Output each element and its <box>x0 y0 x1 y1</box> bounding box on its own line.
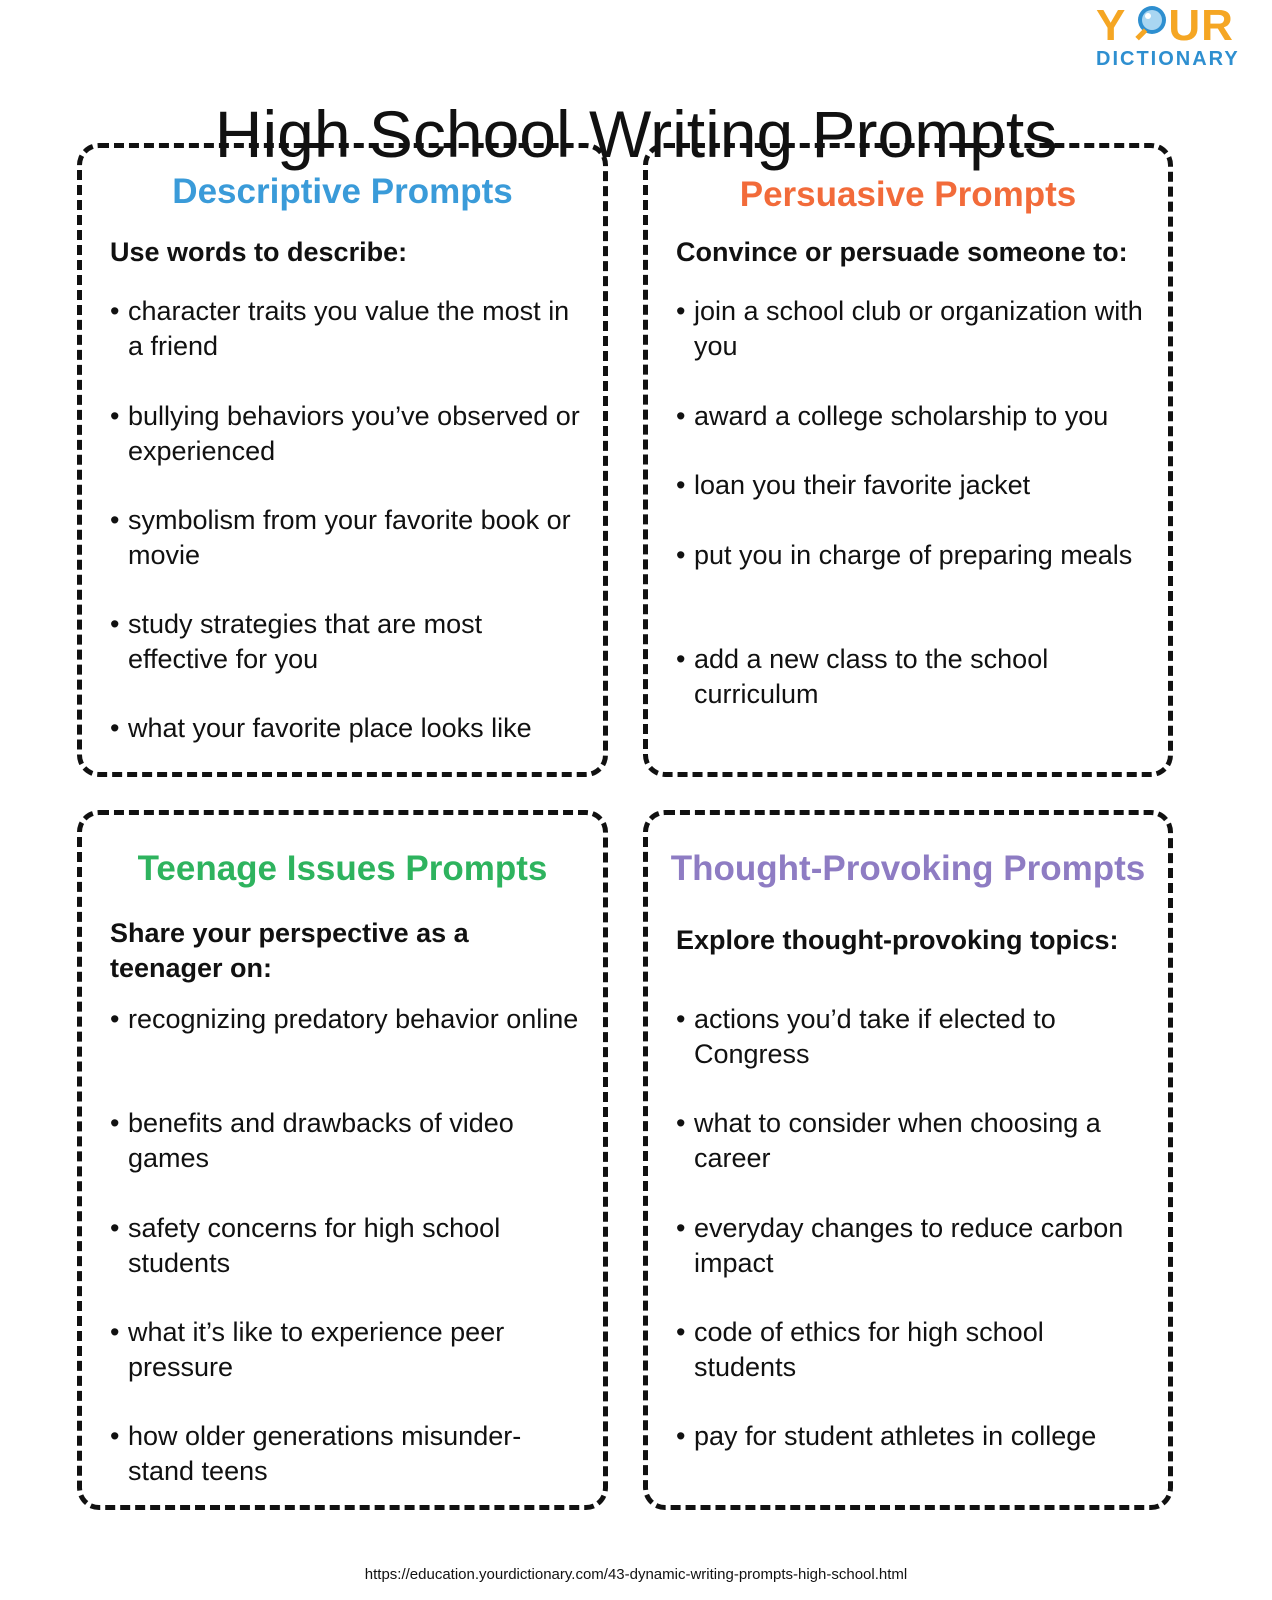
list-item: • pay for student athletes in college <box>676 1419 1146 1454</box>
card-descriptive <box>77 143 608 777</box>
card-thought-provoking <box>643 810 1173 1510</box>
list-item: • put you in charge of preparing meals <box>676 538 1156 573</box>
list-item: • everyday changes to reduce carbon impact <box>676 1211 1146 1281</box>
card-intro: Share your perspective as a teenager on: <box>110 918 469 983</box>
list-item: • recognizing predatory behavior online <box>110 1002 580 1037</box>
magnifier-icon <box>1132 2 1172 42</box>
list-item: • what it’s like to experience peer pressure <box>110 1315 580 1385</box>
card-intro: Explore thought-provoking topics: <box>676 925 1119 955</box>
list-item: • add a new class to the school curriculum <box>676 642 1156 712</box>
card-intro: Use words to describe: <box>110 237 408 267</box>
card-intro: Convince or persuade someone to: <box>676 237 1128 267</box>
logo-letters-ur: UR <box>1168 1 1234 50</box>
card-title: Descriptive Prompts <box>172 172 513 211</box>
list-item: • what your favorite place looks like <box>110 711 580 746</box>
yourdictionary-logo <box>1092 0 1252 80</box>
page-title: High School Writing Prompts <box>214 97 1058 172</box>
list-item: • character traits you value the most in a friend <box>110 294 580 364</box>
source-url: https://education.yourdictionary.com/43-dynamic-writing-prompts-high-school.html <box>364 1566 908 1583</box>
list-item: • actions you’d take if elected to Congress <box>676 1002 1146 1072</box>
card-title: Persuasive Prompts <box>739 175 1077 214</box>
logo-letter-y: Y <box>1096 1 1127 50</box>
list-item: • join a school club or organization with you <box>676 294 1156 364</box>
card-persuasive <box>643 143 1173 777</box>
list-item: • bullying behaviors you’ve observed or experienced <box>110 399 580 469</box>
list-item: • what to consider when choosing a career <box>676 1106 1146 1176</box>
list-item: • code of ethics for high school students <box>676 1315 1146 1385</box>
list-item: • benefits and drawbacks of video games <box>110 1106 580 1176</box>
card-teenage-issues <box>77 810 608 1510</box>
card-title: Teenage Issues Prompts <box>137 849 548 888</box>
list-item: • safety concerns for high school students <box>110 1211 580 1281</box>
list-item: • award a college scholarship to you <box>676 399 1156 434</box>
logo-wordmark-bottom: DICTIONARY <box>1096 48 1240 70</box>
list-item: • study strategies that are most effective for you <box>110 607 580 677</box>
list-item: • how older generations misunder-stand teens <box>110 1419 580 1489</box>
list-item: • symbolism from your favorite book or movie <box>110 503 580 573</box>
card-title: Thought-Provoking Prompts <box>670 849 1146 888</box>
list-item: • loan you their favorite jacket <box>676 468 1156 503</box>
